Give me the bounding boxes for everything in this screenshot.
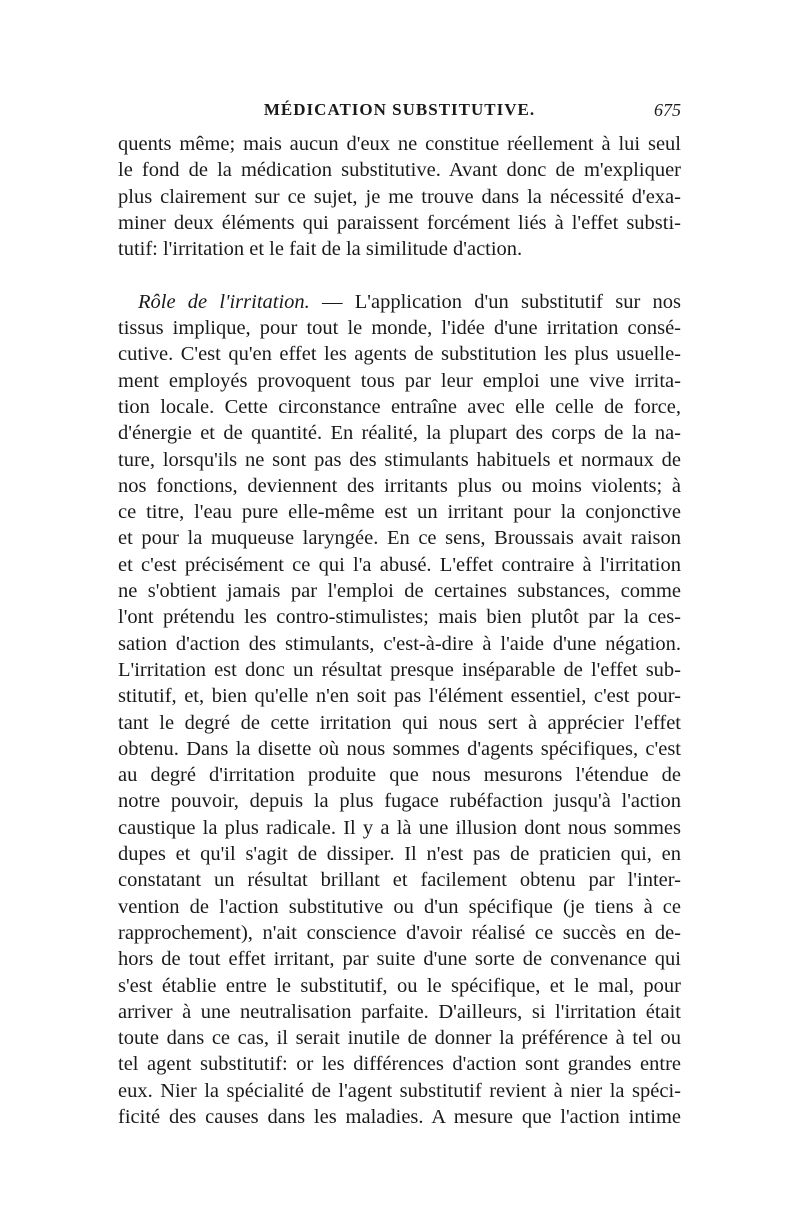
text-line: tutif: l'irritation et le fait de la similitude d'action. (118, 238, 523, 261)
running-title: MÉDICATION SUBSTITUTIVE. (263, 100, 536, 119)
text-line: et c'est précisément ce qui l'a abusé. L'effet contraire à l'irritation (118, 553, 681, 576)
text-line: l'ont prétendu les contro-stimulistes; mais bien plutôt par la ces- (118, 606, 681, 629)
text-line: obtenu. Dans la disette où nous sommes d'agents spécifiques, c'est (118, 737, 681, 760)
text-line: constatant un résultat brillant et facilement obtenu par l'inter- (118, 869, 681, 892)
text-line: tissus implique, pour tout le monde, l'idée d'une irritation consé- (118, 317, 681, 340)
text-line: L'irritation est donc un résultat presque inséparable de l'effet sub- (118, 658, 681, 681)
text-line: au degré d'irritation produite que nous mesurons l'étendue de (118, 764, 681, 787)
text-line: tant le degré de cette irritation qui nous sert à apprécier l'effet (118, 711, 681, 734)
text-line: sation d'action des stimulants, c'est-à-dire à l'aide d'une négation. (118, 632, 681, 655)
paragraph-intro (118, 131, 681, 262)
page-number: 675 (654, 100, 681, 120)
text-line: nos fonctions, deviennent des irritants plus ou moins violents; à (118, 474, 681, 497)
text-line: ne s'obtient jamais par l'emploi de certaines substances, comme (118, 580, 681, 603)
text-line: ment employés provoquent tous par leur emploi une vive irrita- (118, 369, 681, 392)
text-line: ce titre, l'eau pure elle-même est un irritant pour la conjonctive (118, 501, 681, 524)
text-line: le fond de la médication substitutive. Avant donc de m'expliquer (118, 159, 681, 182)
text-line: ficité des causes dans les maladies. A mesure que l'action intime (118, 1105, 681, 1128)
text-line: ture, lorsqu'ils ne sont pas des stimulants habituels et normaux de (118, 448, 681, 471)
text-line: caustique la plus radicale. Il y a là une illusion dont nous sommes (118, 816, 681, 839)
text-line: quents même; mais aucun d'eux ne constitue réellement à lui seul (118, 133, 681, 155)
text-line: stitutif, et, bien qu'elle n'en soit pas l'élément essentiel, c'est pour- (118, 685, 681, 708)
text-line: s'est établie entre le substitutif, ou le spécifique, et le mal, pour (118, 974, 681, 997)
text-line: plus clairement sur ce sujet, je me trouve dans la nécessité d'exa- (118, 185, 681, 208)
section-heading: Rôle de l'irritation. (138, 290, 310, 313)
running-header (118, 100, 681, 124)
text-line: d'énergie et de quantité. En réalité, la plupart des corps de la na- (118, 422, 681, 445)
paragraph-role-irritation (118, 289, 681, 1131)
text-line: toute dans ce cas, il serait inutile de donner la préférence à tel ou (118, 1027, 681, 1050)
text-line: cutive. C'est qu'en effet les agents de substitution les plus usuelle- (118, 343, 681, 366)
text-line: miner deux éléments qui paraissent forcément liés à l'effet substi- (118, 211, 681, 234)
text-line-first (118, 289, 681, 315)
paragraph-spacer (118, 262, 681, 288)
text-line: hors de tout effet irritant, par suite d'une sorte de convenance qui (118, 948, 681, 971)
text-line: tel agent substitutif: or les différences d'action sont grandes entre (118, 1053, 681, 1076)
text-line: eux. Nier la spécialité de l'agent substitutif revient à nier la spéci- (118, 1079, 681, 1102)
text-line: arriver à une neutralisation parfaite. D'ailleurs, si l'irritation était (118, 1000, 681, 1023)
text-line: vention de l'action substitutive ou d'un spécifique (je tiens à ce (118, 895, 681, 918)
text-line: dupes et qu'il s'agit de dissiper. Il n'est pas de praticien qui, en (118, 843, 681, 866)
heading-continuation: — L'application d'un substitutif sur nos (309, 290, 681, 313)
text-line: tion locale. Cette circonstance entraîne avec elle celle de force, (118, 395, 681, 418)
text-line: rapprochement), n'ait conscience d'avoir réalisé ce succès en de- (118, 921, 681, 944)
body-text (118, 131, 681, 1130)
text-line: et pour la muqueuse laryngée. En ce sens, Broussais avait raison (118, 527, 681, 550)
text-line: notre pouvoir, depuis la plus fugace rubéfaction jusqu'à l'action (118, 790, 681, 813)
